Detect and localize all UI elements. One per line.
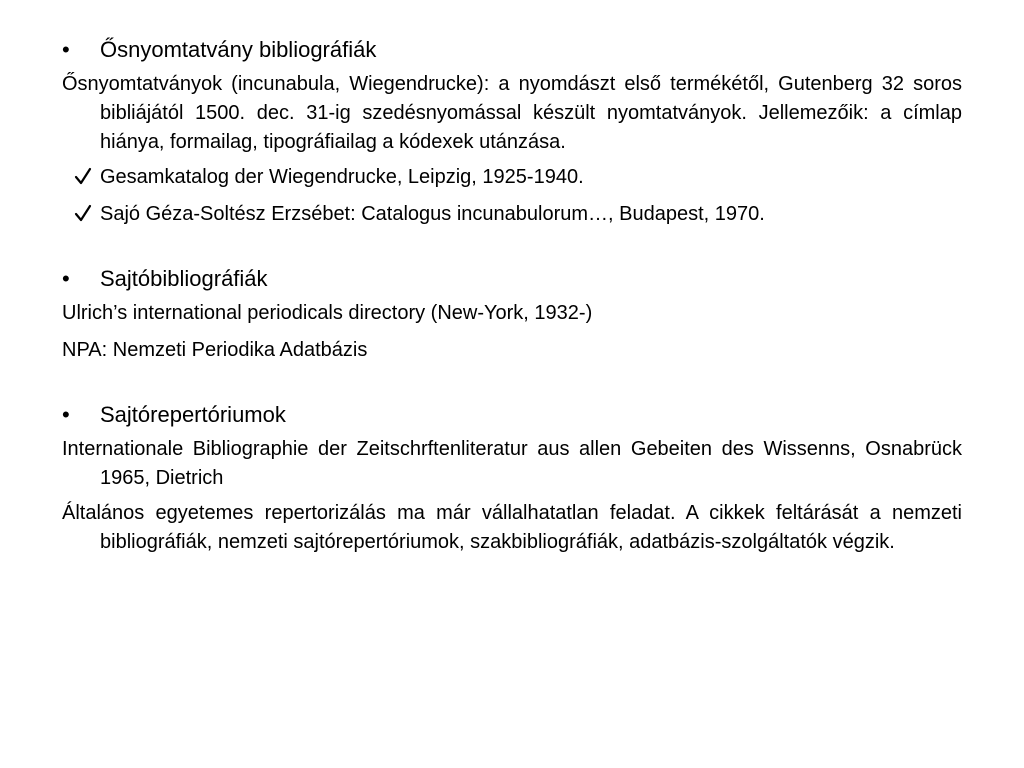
check-item: [62, 163, 962, 192]
section-heading-incunabula: [62, 34, 962, 66]
check-item-text: Sajó Géza-Soltész Erzsébet: Catalogus incunabulorum…, Budapest, 1970.: [100, 203, 765, 225]
heading-text: Sajtórepertóriumok: [100, 402, 286, 427]
slide-content: [62, 34, 962, 563]
heading-text: Ősnyomtatvány bibliográfiák: [100, 37, 377, 62]
bullet-icon: •: [62, 402, 70, 427]
check-item-text: Gesamkatalog der Wiegendrucke, Leipzig, 1925-1940.: [100, 166, 584, 188]
bullet-icon: •: [62, 37, 70, 62]
press-bibliography-line: Ulrich’s international periodicals directory (New-York, 1932-): [62, 302, 593, 324]
check-item: [62, 200, 962, 229]
checkmark-icon: [74, 164, 94, 190]
bullet-icon: •: [62, 266, 70, 291]
press-bibliography-line: NPA: Nemzeti Periodika Adatbázis: [62, 339, 368, 361]
repertory-paragraph: Általános egyetemes repertorizálás ma már vállalhatatlan feladat. A cikkek feltárását a nemzeti bibliográfiák, nemzeti sajtórepertóriumok, szakbibliográfiák, adatbázis-szolgáltatók végzik.: [62, 502, 962, 553]
repertory-paragraph: Internationale Bibliographie der Zeitschrftenliteratur aus allen Gebeiten des Wissenns, Osnabrück 1965, Dietrich: [62, 438, 962, 489]
spacer: [62, 373, 962, 399]
checkmark-icon: [74, 201, 94, 227]
section-heading-press-bibliographies: [62, 263, 962, 295]
spacer: [62, 237, 962, 263]
heading-text: Sajtóbibliográfiák: [100, 266, 268, 291]
incunabula-definition: Ősnyomtatványok (incunabula, Wiegendrucke): a nyomdászt első termékétől, Gutenberg 32 soros bibliájától 1500. dec. 31-ig szedésnyomással készült nyomtatványok. Jellemezőik: a címlap hiánya, formailag, tipográfiailag a kódexek utánzása.: [62, 73, 962, 153]
section-heading-press-repertories: [62, 399, 962, 431]
